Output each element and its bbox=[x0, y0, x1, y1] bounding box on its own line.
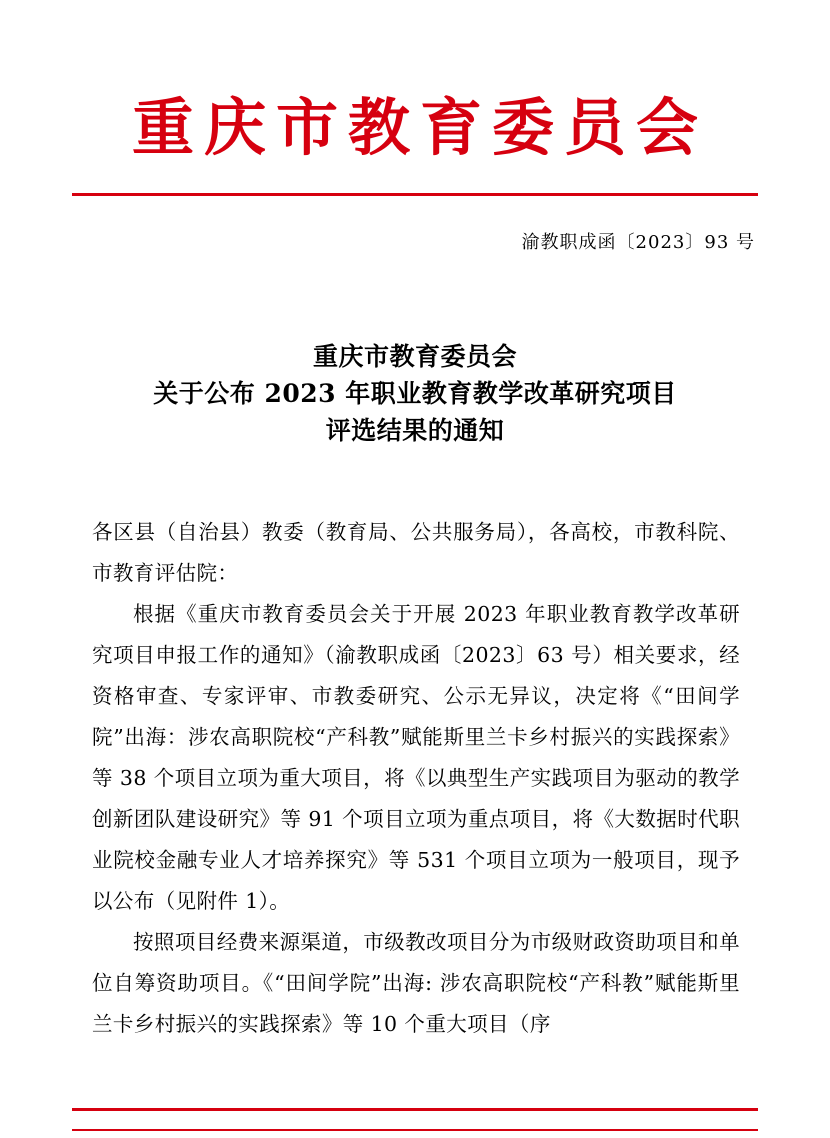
document-body bbox=[92, 512, 740, 1045]
masthead bbox=[0, 92, 830, 163]
title-line-3: 评选结果的通知 bbox=[325, 416, 505, 445]
title-line-2: 关于公布 2023 年职业教育教学改革研究项目 bbox=[153, 379, 677, 408]
paragraph-body-1: 根据《重庆市教育委员会关于开展 2023 年职业教育教学改革研究项目申报工作的通知》（渝教职成函〔2023〕63 号）相关要求，经资格审查、专家评审、市教委研究、公示无异议，决定将《“田间学院”出海：涉农高职院校“产科教”赋能斯里兰卡乡村振兴的实践探索》等 38 个项目立项为重大项目，将《以典型生产实践项目为驱动的教学创新团队建设研究》等 91 个项目立项为重点项目，将《大数据时代职业院校金融专业人才培养探究》等 531 个项目立项为一般项目，现予以公布（见附件 1）。 bbox=[92, 602, 740, 913]
masthead-divider-rule bbox=[72, 193, 758, 196]
footer-divider-rule-bottom bbox=[72, 1129, 758, 1131]
issuing-organization-title: 重庆市教育委员会 bbox=[131, 91, 708, 164]
paragraph-body-2: 按照项目经费来源渠道，市级教改项目分为市级财政资助项目和单位自筹资助项目。《“田间学院”出海: 涉农高职院校“产科教”赋能斯里兰卡乡村振兴的实践探索》等 10 个重大项目（序 bbox=[92, 930, 740, 1036]
title-line-1: 重庆市教育委员会 bbox=[312, 342, 517, 371]
footer-divider-rule-top bbox=[72, 1108, 758, 1111]
document-number: 渝教职成函〔2023〕93 号 bbox=[521, 232, 755, 253]
paragraph-salutation: 各区县（自治县）教委（教育局、公共服务局），各高校，市教科院、市教育评估院： bbox=[92, 520, 740, 585]
document-title bbox=[0, 338, 830, 449]
